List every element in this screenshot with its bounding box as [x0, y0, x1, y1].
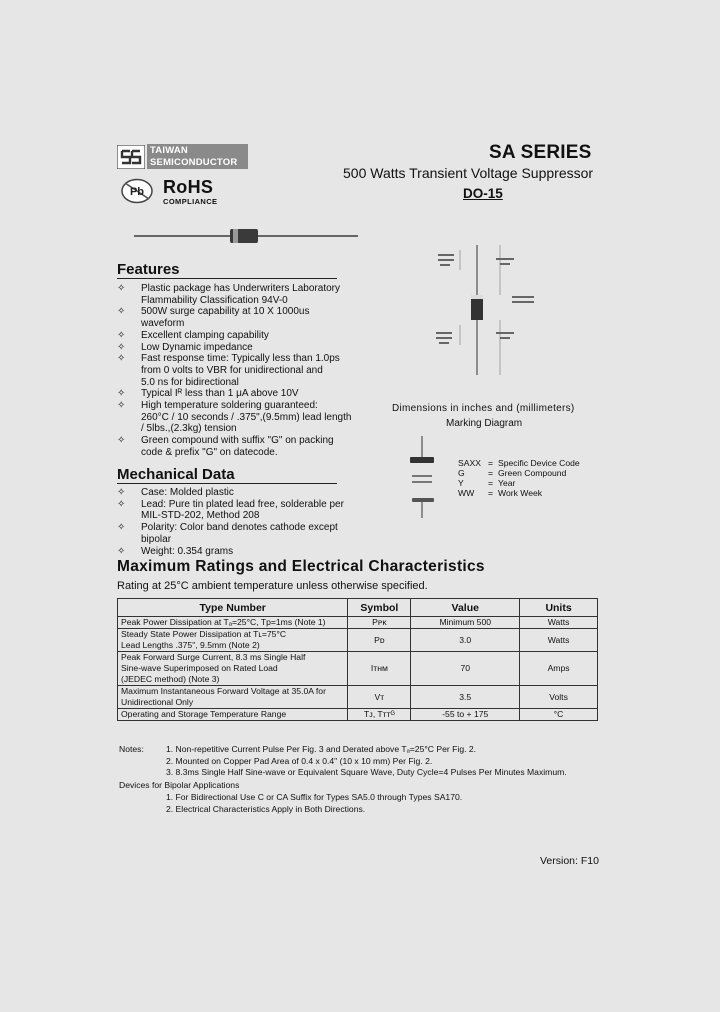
bullet-text: 5.0 ns for bidirectional [141, 376, 239, 388]
unit-cell: Amps [520, 652, 598, 686]
bullet-marker-icon: ✧ [117, 498, 126, 510]
table-row [118, 629, 598, 652]
bullet-marker-icon: ✧ [117, 353, 126, 365]
bullet-item [117, 353, 367, 388]
bullet-text: Plastic package has Underwriters Laboratory [141, 283, 340, 294]
bullet-text: from 0 volts to VBR for unidirectional and [141, 364, 323, 376]
bullet-item [117, 435, 367, 458]
bullet-text: / 5lbs.,(2.3kg) tension [141, 423, 237, 435]
legend-equals: = [488, 458, 494, 468]
bullet-item [117, 388, 367, 400]
bullet-text: 260°C / 10 seconds / .375",(9.5mm) lead length [141, 411, 352, 423]
value-cell: 3.5 [411, 686, 520, 709]
rohs-label: RoHS [163, 177, 214, 197]
param-cell [118, 686, 348, 709]
unit-cell: Watts [520, 629, 598, 652]
compliance-label: COMPLIANCE [163, 197, 218, 206]
mechanical-rule [117, 483, 337, 484]
legend-equals: = [488, 468, 494, 478]
unit-cell: Volts [520, 686, 598, 709]
legend-desc: Specific Device Code [498, 458, 580, 468]
marking-legend [458, 458, 580, 498]
bullet-item [117, 342, 367, 354]
legend-desc: Green Compound [498, 468, 567, 478]
bullet-item [117, 306, 367, 329]
features-list [117, 283, 367, 459]
notes-list [166, 744, 606, 779]
bullet-text: Low Dynamic impedance [141, 341, 253, 353]
value-cell: Minimum 500 [411, 617, 520, 629]
value-cell: 70 [411, 652, 520, 686]
legend-row [458, 458, 580, 468]
bullet-text: MIL-STD-202, Method 208 [141, 510, 260, 522]
param-line: Lead Lengths .375", 9.5mm (Note 2) [121, 640, 260, 650]
table-row [118, 652, 598, 686]
param-line: Operating and Storage Temperature Range [121, 709, 287, 719]
ratings-header-row [118, 599, 598, 617]
bipolar-item: 1. For Bidirectional Use C or CA Suffix for Types SA5.0 through Types SA170. [166, 792, 463, 802]
param-cell [118, 629, 348, 652]
legend-desc: Year [498, 478, 516, 488]
version-label: Version: F10 [540, 855, 599, 867]
company-name-line2: SEMICONDUCTOR [150, 157, 238, 168]
value-cell: 3.0 [411, 629, 520, 652]
bullet-marker-icon: ✧ [117, 329, 126, 341]
bullet-item [117, 400, 367, 435]
ratings-table [117, 598, 598, 721]
bullet-marker-icon: ✧ [117, 435, 126, 447]
bullet-text: bipolar [141, 533, 172, 545]
bullet-text: Flammability Classification 94V-0 [141, 294, 288, 306]
param-cell [118, 617, 348, 629]
symbol-cell: Pᴘᴋ [348, 617, 411, 629]
note-item: 3. 8.3ms Single Half Sine-wave or Equivalent Square Wave, Duty Cycle=4 Pulses Per Minutes Maximum. [166, 767, 567, 777]
note-item: 2. Mounted on Copper Pad Area of 0.4 x 0.4" (10 x 10 mm) Per Fig. 2. [166, 755, 433, 766]
symbol-cell: Vᴛ [348, 686, 411, 709]
bullet-marker-icon: ✧ [117, 283, 126, 294]
package-outline-drawing [430, 240, 540, 400]
table-row [118, 709, 598, 721]
company-name-line1: TAIWAN [150, 145, 188, 156]
bullet-marker-icon: ✧ [117, 388, 126, 400]
marking-diagram-title: Marking Diagram [446, 418, 523, 429]
bullet-text: Polarity: Color band denotes cathode except [141, 522, 338, 534]
bullet-text: Typical Iᴿ less than 1 μA above 10V [141, 388, 299, 400]
table-row [118, 686, 598, 709]
param-line: Peak Forward Surge Current, 8.3 ms Single Half [121, 652, 306, 662]
diode-image [134, 226, 358, 246]
symbol-cell: Tᴊ, Tᴛᴛᴳ [348, 709, 411, 721]
mechanical-list [117, 487, 367, 557]
bullet-marker-icon: ✧ [117, 341, 126, 353]
legend-code: Y [458, 478, 464, 488]
company-logo-icon [117, 145, 145, 169]
param-line: Unidirectional Only [121, 697, 194, 707]
param-line: (JEDEC method) (Note 3) [121, 674, 220, 684]
bipolar-item: 2. Electrical Characteristics Apply in Both Directions. [166, 803, 366, 814]
legend-row [458, 488, 580, 498]
bullet-text: 500W surge capability at 10 X 1000us [141, 306, 310, 318]
note-item: 1. Non-repetitive Current Pulse Per Fig. 3 and Derated above Tₐ=25°C Per Fig. 2. [166, 744, 477, 754]
company-name [147, 144, 248, 169]
legend-equals: = [488, 488, 494, 498]
unit-cell: °C [520, 709, 598, 721]
unit-cell: Watts [520, 617, 598, 629]
bullet-item [117, 283, 367, 306]
col-header-type: Type Number [118, 599, 348, 617]
ratings-heading: Maximum Ratings and Electrical Characteristics [117, 558, 485, 575]
bullet-item [117, 499, 367, 522]
product-subtitle: 500 Watts Transient Voltage Suppressor [343, 165, 594, 181]
symbol-cell: Iᴛʜᴍ [348, 652, 411, 686]
param-line: Steady State Power Dissipation at Tʟ=75°C [121, 629, 287, 639]
bullet-item [117, 330, 367, 342]
bullet-text: Lead: Pure tin plated lead free, solderable per [141, 498, 344, 510]
marking-diagram-drawing [404, 432, 444, 522]
param-line: Peak Power Dissipation at Tₐ=25°C, Tp=1ms (Note 1) [121, 617, 326, 627]
dimensions-caption: Dimensions in inches and (millimeters) [392, 403, 575, 414]
table-row [118, 617, 598, 629]
ratings-condition: Rating at 25°C ambient temperature unless otherwise specified. [117, 580, 428, 592]
bullet-text: Weight: 0.354 grams [141, 545, 234, 557]
mechanical-heading: Mechanical Data [117, 466, 235, 483]
bipolar-title: Devices for Bipolar Applications [119, 780, 240, 790]
bipolar-list [166, 792, 586, 815]
bullet-marker-icon: ✧ [117, 522, 126, 534]
legend-code: G [458, 468, 465, 478]
bullet-item [117, 522, 367, 545]
col-header-value: Value [411, 599, 520, 617]
col-header-symbol: Symbol [348, 599, 411, 617]
param-cell [118, 709, 348, 721]
bullet-marker-icon: ✧ [117, 545, 126, 557]
bullet-text: Excellent clamping capability [141, 329, 269, 341]
symbol-cell: Pᴅ [348, 629, 411, 652]
legend-equals: = [488, 478, 494, 488]
notes-label: Notes: [119, 744, 144, 754]
param-line: Sine-wave Superimposed on Rated Load [121, 663, 278, 673]
series-title: SA SERIES [489, 142, 592, 163]
bullet-text: Fast response time: Typically less than 1.0ps [141, 353, 340, 365]
bullet-text: High temperature soldering guaranteed: [141, 400, 318, 412]
features-heading: Features [117, 261, 180, 278]
bullet-marker-icon: ✧ [117, 400, 126, 412]
legend-code: WW [458, 488, 475, 498]
package-label: DO-15 [463, 186, 503, 201]
param-line: Maximum Instantaneous Forward Voltage at 35.0A for [121, 686, 326, 696]
features-rule [117, 278, 337, 279]
legend-row [458, 468, 580, 478]
value-cell: -55 to + 175 [411, 709, 520, 721]
bullet-marker-icon: ✧ [117, 487, 126, 498]
bullet-text: code & prefix "G" on datecode. [141, 446, 278, 458]
legend-code: SAXX [458, 458, 481, 468]
bullet-marker-icon: ✧ [117, 306, 126, 318]
pb-free-icon [120, 178, 154, 204]
col-header-units: Units [520, 599, 598, 617]
bullet-text: Green compound with suffix "G" on packing [141, 435, 334, 447]
bullet-item [117, 546, 367, 558]
legend-desc: Work Week [498, 488, 543, 498]
bullet-text: waveform [141, 318, 185, 330]
param-cell [118, 652, 348, 686]
bullet-item [117, 487, 367, 499]
pb-label: Pb [129, 186, 145, 198]
legend-row [458, 478, 580, 488]
bullet-text: Case: Molded plastic [141, 487, 234, 498]
